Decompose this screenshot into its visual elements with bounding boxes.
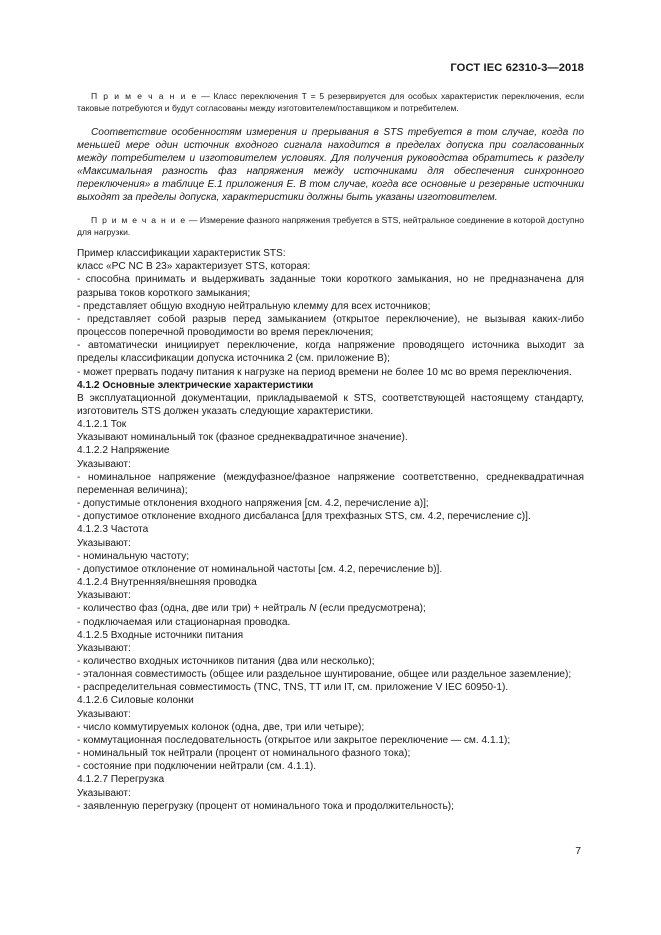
subsection-title-current: 4.1.2.1 Ток	[77, 419, 127, 431]
note-phase-voltage	[77, 214, 584, 239]
list-item: - количество входных источников питания (два или несколько);	[77, 655, 375, 667]
list-item: - номинальный ток нейтрали (процент от номинального фазного тока);	[77, 748, 411, 760]
subsection-lead: Указывают:	[77, 590, 131, 602]
note-label: П р и м е ч а н и е	[91, 214, 187, 225]
section-title: 4.1.2 Основные электрические характеристики	[77, 379, 314, 391]
subsection-lead: Указывают:	[77, 537, 131, 549]
neutral-symbol: N	[309, 603, 317, 615]
list-item: - номинальную частоту;	[77, 550, 190, 562]
list-item: - эталонная совместимость (общее или раздельное шунтирование, общее или раздельное заземление);	[77, 669, 572, 681]
list-item: - заявленную перегрузку (процент от номинального тока и продолжительность);	[77, 800, 454, 812]
subsection-lead: Указывают:	[77, 458, 131, 470]
list-item	[77, 602, 584, 615]
subsection-title-frequency: 4.1.2.3 Частота	[77, 524, 149, 536]
list-item: - допустимое отклонение входного дисбаланса [для трехфазных STS, см. 4.2, перечисление с)].	[77, 511, 531, 523]
list-item: - допустимое отклонение от номинальной частоты [см. 4.2, перечисление b)].	[77, 563, 443, 575]
example-item: - способна принимать и выдерживать заданные токи короткого замыкания, но не предназначена для разрыва токов короткого замыкания;	[77, 274, 584, 299]
section-intro: В эксплуатационной документации, прикладываемой к STS, соответствующей настоящему стандарту, изготовитель STS должен указать следующие характеристики.	[77, 392, 584, 417]
list-item: - состояние при подключении нейтрали (см. 4.1.1).	[77, 761, 317, 773]
list-item: - номинальное напряжение (междуфазное/фазное напряжение соответственно, среднеквадратичная переменная величина);	[77, 471, 584, 496]
page-content	[77, 90, 584, 813]
italic-paragraph: Соответствие особенностям измерения и прерывания в STS требуется в том случае, когда по меньшей мере один источник входного сигнала находится в пределах допуска при согласованных между потребителем и изготовителем условиях. Для получения руководства обратитесь к разделу «Максимальная разность фаз напряжения между источниками для обеспечения синхронного переключения» в таблице Е.1 приложения Е. В том случае, когда все основные и резервные источники выходят за пределы допуска, характеристики должны быть указаны изготовителем.	[77, 126, 584, 204]
list-item: - коммутационная последовательность (открытое или закрытое переключение — см. 4.1.1);	[77, 734, 511, 746]
subsection-title-input-sources: 4.1.2.5 Входные источники питания	[77, 629, 244, 641]
example-block	[77, 247, 584, 379]
list-item: - распределительная совместимость (TNC, TNS, TT или IT, см. приложение V IEC 60950-1).	[77, 682, 509, 694]
note-text: — Измерение фазного напряжения требуется в STS, нейтральное соединение в которой доступно для нагрузки.	[77, 214, 584, 237]
example-item: - представляет общую входную нейтральную клемму для всех источников;	[77, 300, 431, 312]
example-item: - автоматически инициирует переключение, когда напряжение проводящего источника выходит за пределы классификации допуска источника 2 (см. приложение B);	[77, 340, 584, 365]
subsection-lead: Указывают:	[77, 787, 131, 799]
subsection-title-power-poles: 4.1.2.6 Силовые колонки	[77, 695, 194, 707]
list-item: - подключаемая или стационарная проводка.	[77, 616, 291, 628]
subsection-lead: Указывают:	[77, 642, 131, 654]
example-class: класс «PC NC B 23» характеризует STS, которая:	[77, 261, 311, 273]
example-item: - может прервать подачу питания к нагрузке на период времени не более 10 мс во время переключения.	[77, 366, 572, 378]
list-item: - допустимые отклонения входного напряжения [см. 4.2, перечисление а)];	[77, 498, 429, 510]
subsection-text: Указывают номинальный ток (фазное среднеквадратичное значение).	[77, 432, 408, 444]
page-number: 7	[575, 846, 581, 857]
note-text: — Класс переключения Т = 5 резервируется для особых характеристик переключения, если таковые потребуются и будут согласованы между изготовителем/поставщиком и потребителем.	[77, 91, 584, 114]
subsection-lead: Указывают:	[77, 708, 131, 720]
list-item-text: (если предусмотрена);	[316, 603, 426, 615]
note-switching-class	[77, 90, 584, 115]
subsection-title-overload: 4.1.2.7 Перегрузка	[77, 774, 165, 786]
example-item: - представляет собой разрыв перед замыканием (открытое переключение), не вызывая каких-либо процессов поперечной проводимости во время переключения;	[77, 313, 584, 339]
list-item: - число коммутируемых колонок (одна, две, три или четыре);	[77, 721, 365, 733]
list-item-text: - количество фаз (одна, две или три) + нейтраль	[77, 603, 310, 615]
example-title: Пример классификации характеристик STS:	[77, 248, 286, 260]
document-header-id: ГОСТ IEC 62310-3—2018	[450, 62, 584, 74]
subsection-title-wiring: 4.1.2.4 Внутренняя/внешняя проводка	[77, 577, 257, 589]
note-label: П р и м е ч а н и е	[91, 91, 198, 101]
subsection-title-voltage: 4.1.2.2 Напряжение	[77, 445, 170, 457]
